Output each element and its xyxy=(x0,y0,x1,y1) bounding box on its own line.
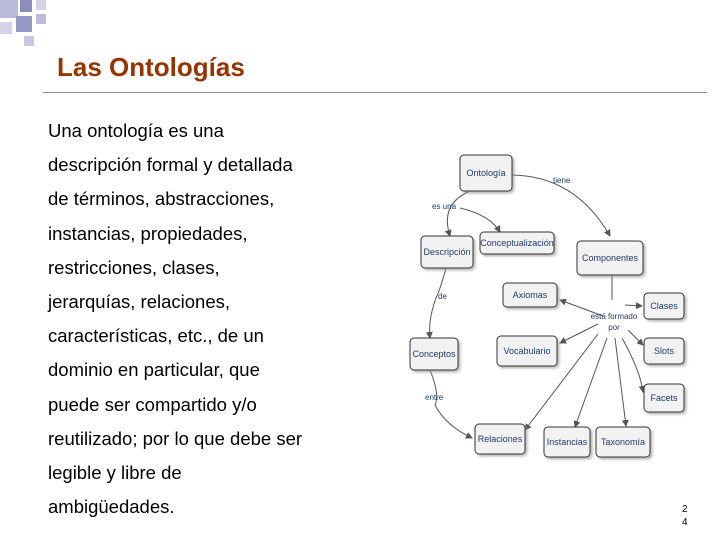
body-line: jerarquías, relaciones, xyxy=(48,291,231,313)
node-facets xyxy=(644,384,684,412)
link-label-tiene: tiene xyxy=(553,176,571,185)
link-label-esta-formado: está formado xyxy=(590,312,638,321)
node-taxonomia-label: Taxonomía xyxy=(600,437,646,447)
body-line: legible y libre de xyxy=(48,462,182,484)
body-line: dominio en particular, que xyxy=(48,359,260,381)
node-axiomas xyxy=(503,283,557,307)
node-vocabulario-label: Vocabulario xyxy=(503,346,551,356)
node-instancias xyxy=(544,427,590,457)
node-clases-label: Clases xyxy=(650,301,678,311)
body-line: descripción formal y detallada xyxy=(48,154,293,176)
link-label-por: por xyxy=(608,323,620,332)
slide-title: Las Ontologías xyxy=(57,52,245,82)
node-conceptualizacion-label: Conceptualización xyxy=(480,238,554,248)
link-label-entre: entre xyxy=(425,393,444,402)
node-relaciones xyxy=(475,424,525,454)
node-vocabulario xyxy=(497,336,557,366)
node-clases xyxy=(644,293,684,319)
node-conceptualizacion xyxy=(480,232,554,254)
node-ontologia-label: Ontología xyxy=(466,168,506,178)
page-number: 24 xyxy=(682,504,688,528)
node-componentes xyxy=(577,241,643,275)
node-descripcion-label: Descripción xyxy=(423,247,471,257)
body-line: ambigüedades. xyxy=(48,496,175,518)
node-instancias-label: Instancias xyxy=(546,437,588,447)
node-conceptos xyxy=(410,338,458,370)
body-line: instancias, propiedades, xyxy=(48,222,248,244)
node-relaciones-label: Relaciones xyxy=(477,434,523,444)
body-line: Una ontología es una xyxy=(48,120,224,141)
body-line: reutilizado; por lo que debe ser xyxy=(48,427,303,449)
body-line: características, etc., de un xyxy=(48,325,264,347)
diagram-nodes xyxy=(410,155,684,457)
body-line: puede ser compartido y/o xyxy=(48,393,257,415)
body-line: restricciones, clases, xyxy=(48,256,220,278)
node-facets-label: Facets xyxy=(650,393,678,403)
link-label-de: de xyxy=(438,292,447,301)
node-conceptos-label: Conceptos xyxy=(412,349,456,359)
node-axiomas-label: Axiomas xyxy=(512,290,548,300)
node-taxonomia xyxy=(596,427,650,457)
node-slots xyxy=(644,338,684,364)
node-descripcion xyxy=(421,236,473,268)
node-ontologia xyxy=(460,155,512,191)
node-componentes-label: Componentes xyxy=(581,253,639,263)
link-label-es-una: es una xyxy=(432,202,457,211)
body-line: de términos, abstracciones, xyxy=(48,188,275,210)
node-slots-label: Slots xyxy=(653,346,675,356)
